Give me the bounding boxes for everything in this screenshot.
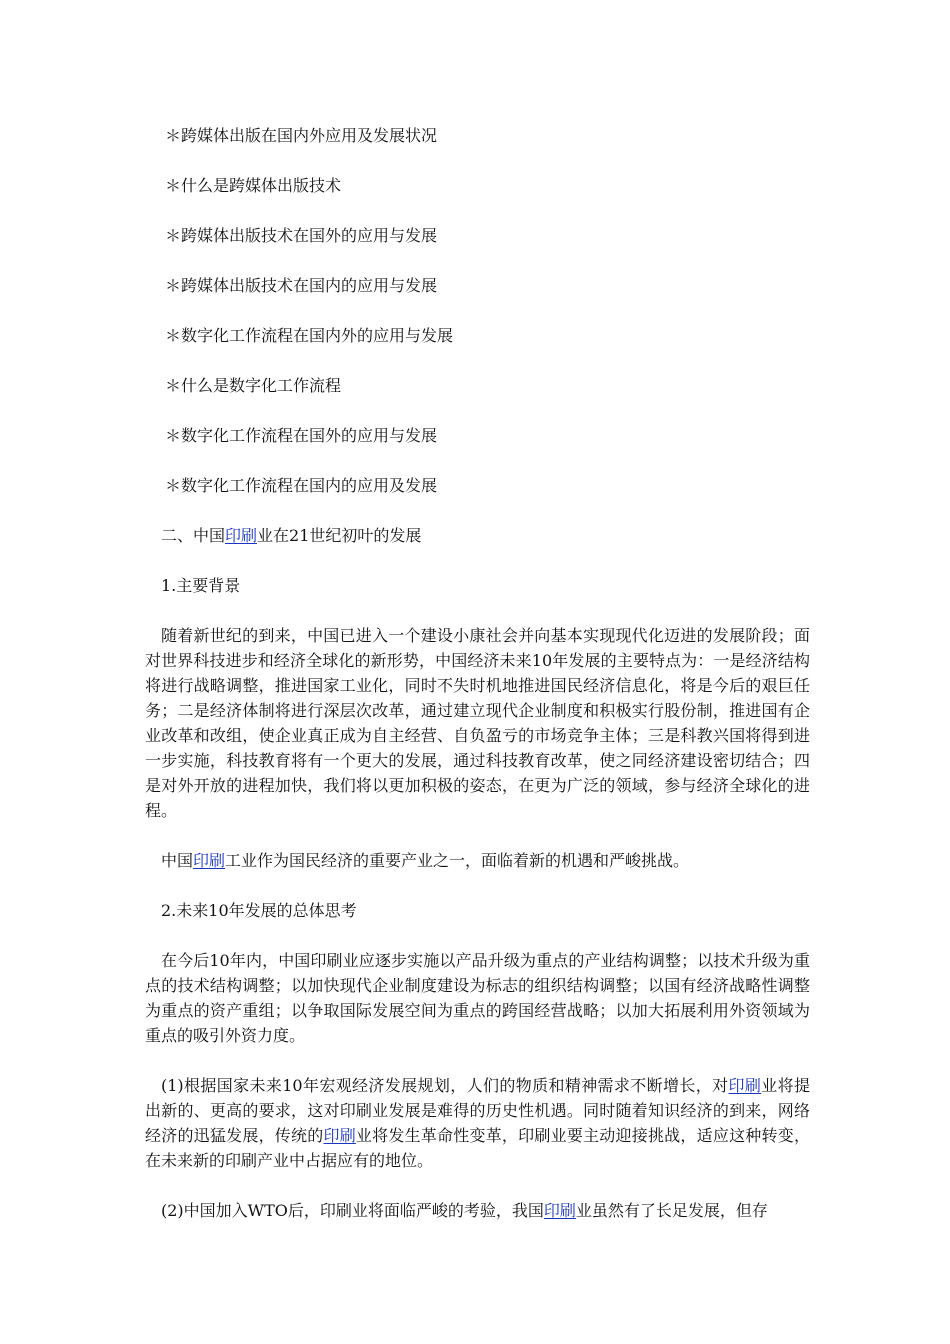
printing-link[interactable]: 印刷 <box>728 1076 762 1095</box>
bullet-item: ＊数字化工作流程在国内外的应用与发展 <box>165 326 454 345</box>
bullet-item: ＊什么是跨媒体出版技术 <box>165 176 342 195</box>
text-span: 业将提出新的、更高的要求，这对印刷业发展是难得的历史性机遇。同时随着知识经济的到来，网络经济的迅猛发展，传统的 <box>145 1076 810 1145</box>
paragraph-background: 随着新世纪的到来，中国已进入一个建设小康社会并向基本实现现代化迈进的发展阶段；面对世界科技进步和经济全球化的新形势，中国经济未来10年发展的主要特点为：一是经济结构将进行战略调整，推进国家工业化，同时不失时机地推进国民经济信息化，将是今后的艰巨任务；二是经济体制将进行深层次改革，通过建立现代企业制度和积极实行股份制，推进国有企业改革和改组，使企业真正成为自主经营、自负盈亏的市场竞争主体；三是科教兴国将得到进一步实施，科技教育将有一个更大的发展，通过科技教育改革，使之同经济建设密切结合；四是对外开放的进程加快，我们将以更加积极的姿态，在更为广泛的领域，参与经济全球化的进程。 <box>145 626 810 820</box>
subheading-main-background: 1.主要背景 <box>161 576 241 595</box>
text-span: (2)中国加入WTO后，印刷业将面临严峻的考验，我国 <box>161 1201 544 1220</box>
printing-link[interactable]: 印刷 <box>193 851 226 870</box>
paragraph-point-1 <box>145 1073 810 1173</box>
paragraph-structural-adjustment: 在今后10年内，中国印刷业应逐步实施以产品升级为重点的产业结构调整；以技术升级为重点的技术结构调整；以加快现代企业制度建设为标志的组织结构调整；以国有经济战略性调整为重点的资产重组；以争取国际发展空间为重点的跨国经营战略；以加大拓展利用外资领域为重点的吸引外资力度。 <box>145 951 810 1045</box>
paragraph-point-2 <box>145 1198 810 1223</box>
bullet-item: ＊跨媒体出版技术在国内的应用与发展 <box>165 276 438 295</box>
paragraph-industry-challenge <box>145 848 810 873</box>
printing-link[interactable]: 印刷 <box>323 1126 356 1145</box>
section-heading-2 <box>145 523 810 548</box>
section-heading-prefix: 二、中国 <box>161 526 226 545</box>
bullet-item: ＊跨媒体出版技术在国外的应用与发展 <box>165 226 438 245</box>
subheading-overall-thinking: 2.未来10年发展的总体思考 <box>161 901 357 920</box>
bullet-item: ＊数字化工作流程在国内的应用及发展 <box>165 476 438 495</box>
bullet-item: ＊什么是数字化工作流程 <box>165 376 342 395</box>
text-span: 业将发生革命性变革，印刷业要主动迎接挑战，适应这种转变，在未来新的印刷产业中占据应有的地位。 <box>145 1126 810 1170</box>
text-span: (1)根据国家未来10年宏观经济发展规划，人们的物质和精神需求不断增长，对 <box>161 1076 729 1095</box>
text-span: 中国 <box>161 851 194 870</box>
bullet-item: ＊数字化工作流程在国外的应用与发展 <box>165 426 438 445</box>
text-span: 业虽然有了长足发展，但存 <box>575 1201 768 1220</box>
text-span: 工业作为国民经济的重要产业之一，面临着新的机遇和严峻挑战。 <box>225 851 690 870</box>
bullet-item: ＊跨媒体出版在国内外应用及发展状况 <box>165 126 438 145</box>
printing-link[interactable]: 印刷 <box>225 526 258 545</box>
section-heading-suffix: 业在21世纪初叶的发展 <box>257 526 422 545</box>
document-body <box>145 123 810 1223</box>
printing-link[interactable]: 印刷 <box>543 1201 576 1220</box>
